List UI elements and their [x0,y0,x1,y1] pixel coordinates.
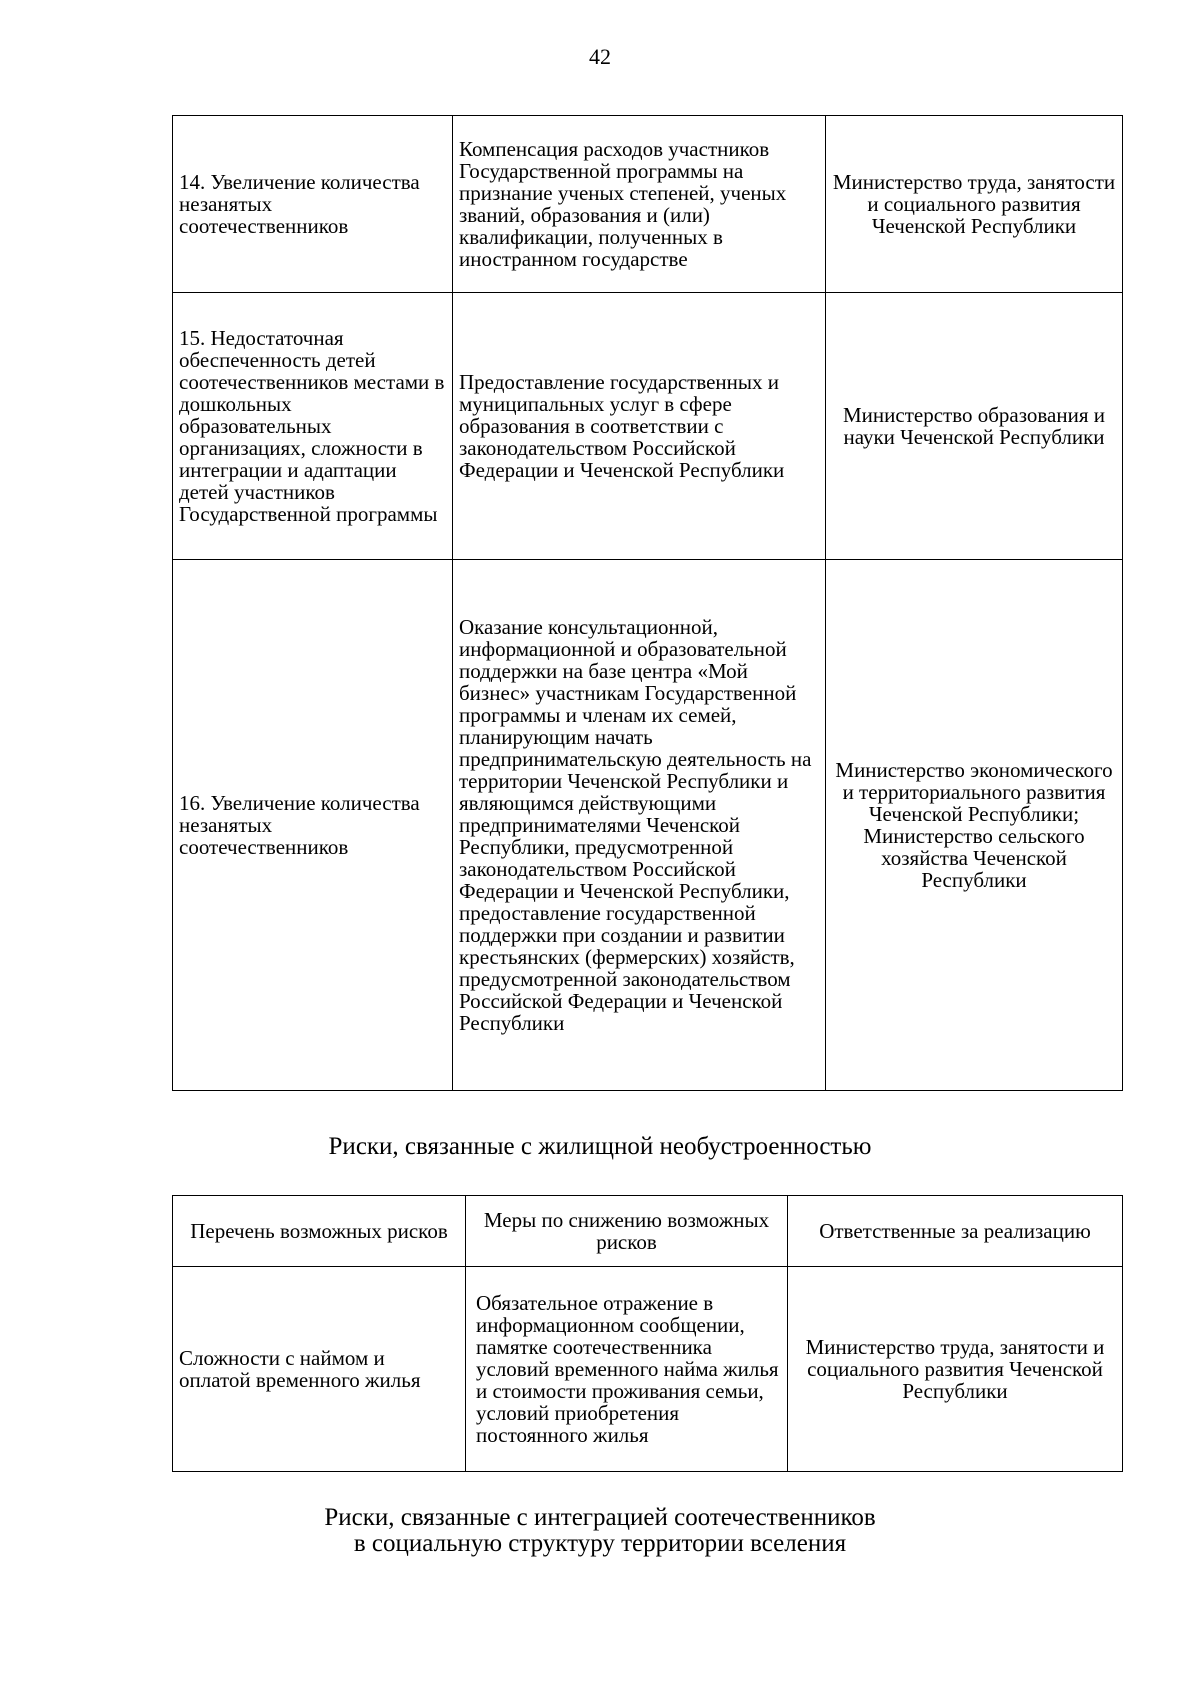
responsible-cell: Министерство экономического и территориального развития Чеченской Республики; Министерство сельского хозяйства Чеченской Республики [826,560,1123,1091]
risk-cell: Сложности с наймом и оплатой временного жилья [173,1267,466,1472]
measure-cell: Компенсация расходов участников Государственной программы на признание ученых степеней, ученых званий, образования и (или) квалификации, полученных в иностранном государстве [453,116,826,293]
integration-risks-title [0,1505,1200,1557]
risk-measures-table-continued [172,115,1123,1091]
housing-risks-table [172,1195,1123,1472]
header-responsible: Ответственные за реализацию [788,1196,1123,1267]
integration-title-line-1: Риски, связанные с интеграцией соотечественников [324,1504,876,1531]
risk-cell: 15. Недостаточная обеспеченность детей соотечественников местами в дошкольных образовательных организациях, сложности в интеграции и адаптации детей участников Государственной программы [173,293,453,560]
responsible-cell: Министерство труда, занятости и социального развития Чеченской Республики [826,116,1123,293]
table-header-row [173,1196,1123,1267]
header-measures: Меры по снижению возможных рисков [466,1196,788,1267]
table-row [173,560,1123,1091]
responsible-cell: Министерство образования и науки Чеченской Республики [826,293,1123,560]
risk-cell: 14. Увеличение количества незанятых соотечественников [173,116,453,293]
page-number: 42 [589,44,611,69]
header-risks: Перечень возможных рисков [173,1196,466,1267]
table-row [173,1267,1123,1472]
table-row [173,293,1123,560]
table-row [173,116,1123,293]
integration-title-line-2: в социальную структуру территории вселения [353,1530,847,1557]
responsible-cell: Министерство труда, занятости и социального развития Чеченской Республики [788,1267,1123,1472]
measure-cell: Обязательное отражение в информационном сообщении, памятке соотечественника условий временного найма жилья и стоимости проживания семьи, условий приобретения постоянного жилья [466,1267,788,1472]
housing-risks-title: Риски, связанные с жилищной необустроенностью [328,1133,872,1160]
measure-cell: Оказание консультационной, информационной и образовательной поддержки на базе центра «Мой бизнес» участникам Государственной программы и членам их семей, планирующим начать предпринимательскую деятельность на территории Чеченской Республики и являющимся действующими предпринимателями Чеченской Республики, предусмотренной законодательством Российской Федерации и Чеченской Республики, предоставление государственной поддержки при создании и развитии крестьянских (фермерских) хозяйств, предусмотренной законодательством Российской Федерации и Чеченской Республики [453,560,826,1091]
measure-cell: Предоставление государственных и муниципальных услуг в сфере образования в соответствии с законодательством Российской Федерации и Чеченской Республики [453,293,826,560]
risk-cell: 16. Увеличение количества незанятых соотечественников [173,560,453,1091]
